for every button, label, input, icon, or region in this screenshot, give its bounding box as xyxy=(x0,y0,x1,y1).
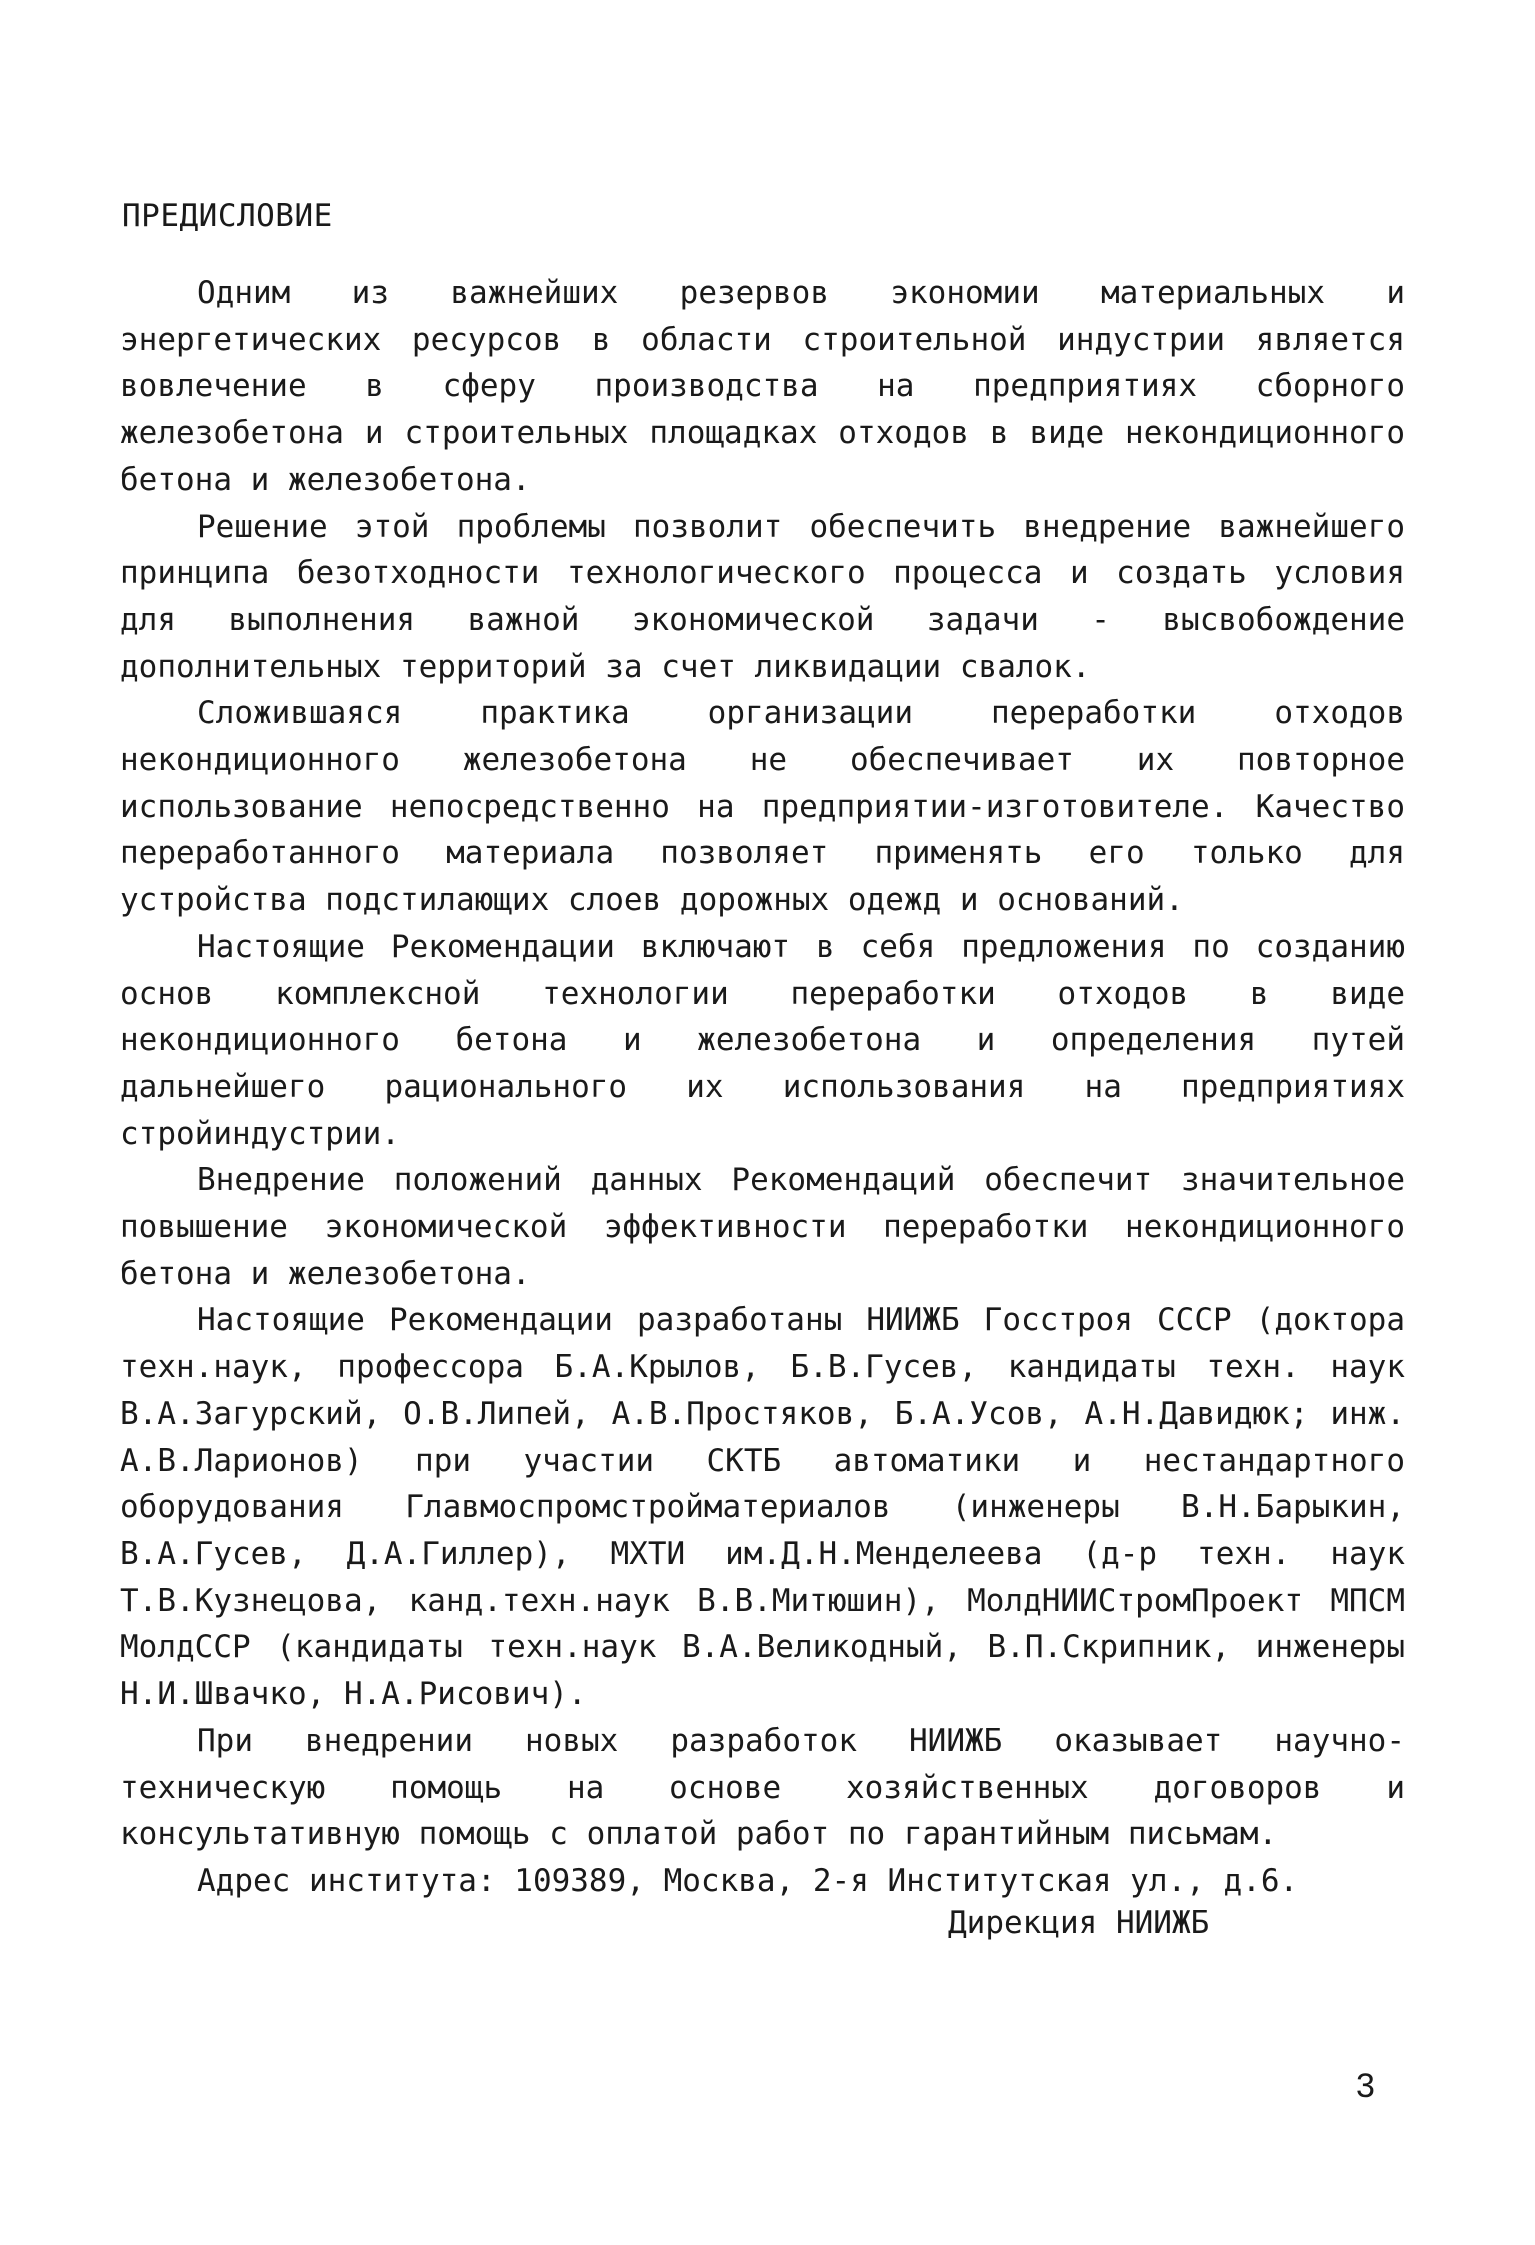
paragraph-7: При внедрении новых разработок НИИЖБ оказывает научно-техническую помощь на основе хозяйственных договоров и консультативную помощь с оплатой работ по гарантийным письмам. xyxy=(120,1722,1405,1853)
paragraph-5: Внедрение положений данных Рекомендаций обеспечит значительное повышение экономической эффективности переработки некондиционного бетона и железобетона. xyxy=(120,1162,1405,1292)
preface-body xyxy=(120,270,1405,1905)
signature: Дирекция НИИЖБ xyxy=(948,1905,1210,1941)
page-number: 3 xyxy=(1356,2067,1375,2105)
paragraph-address: Адрес института: 109389, Москва, 2-я Институтская ул., д.6. xyxy=(197,1862,1299,1899)
paragraph-3: Сложившаяся практика организации переработки отходов некондиционного железобетона не обеспечивает их повторное использование непосредственно на предприятии-изготовителе. Качество переработанного материала позволяет применять его только для устройства подстилающих слоев дорожных одежд и оснований. xyxy=(120,695,1405,919)
paragraph-2: Решение этой проблемы позволит обеспечить внедрение важнейшего принципа безотходности технологического процесса и создать условия для выполнения важной экономической задачи - высвобождение дополнительных территорий за счет ликвидации свалок. xyxy=(120,508,1405,685)
paragraph-1: Одним из важнейших резервов экономии материальных и энергетических ресурсов в области строительной индустрии является вовлечение в сферу производства на предприятиях сборного железобетона и строительных площадках отходов в виде некондиционного бетона и железобетона. xyxy=(120,275,1405,498)
paragraph-6: Настоящие Рекомендации разработаны НИИЖБ Госстроя СССР (доктора техн.наук, профессора Б.А.Крылов, Б.В.Гусев, кандидаты техн. наук В.А.Загурский, О.В.Липей, А.В.Простяков, Б.А.Усов, А.Н.Давидюк; инж. А.В.Ларионов) при участии СКТБ автоматики и нестандартного оборудования Главмоспромстройматериалов (инженеры В.Н.Барыкин, В.А.Гусев, Д.А.Гиллер), МХТИ им.Д.Н.Менделеева (д-р техн. наук Т.В.Кузнецова, канд.техн.наук В.В.Митюшин), МолдНИИСтромПроект МПСМ МолдССР (кандидаты техн.наук В.А.Великодный, В.П.Скрипник, инженеры Н.И.Швачко, Н.А.Рисович). xyxy=(120,1302,1405,1713)
section-title: ПРЕДИСЛОВИЕ xyxy=(122,198,333,234)
paragraph-4: Настоящие Рекомендации включают в себя предложения по созданию основ комплексной технологии переработки отходов в виде некондиционного бетона и железобетона и определения путей дальнейшего рационального их использования на предприятиях стройиндустрии. xyxy=(120,928,1405,1152)
